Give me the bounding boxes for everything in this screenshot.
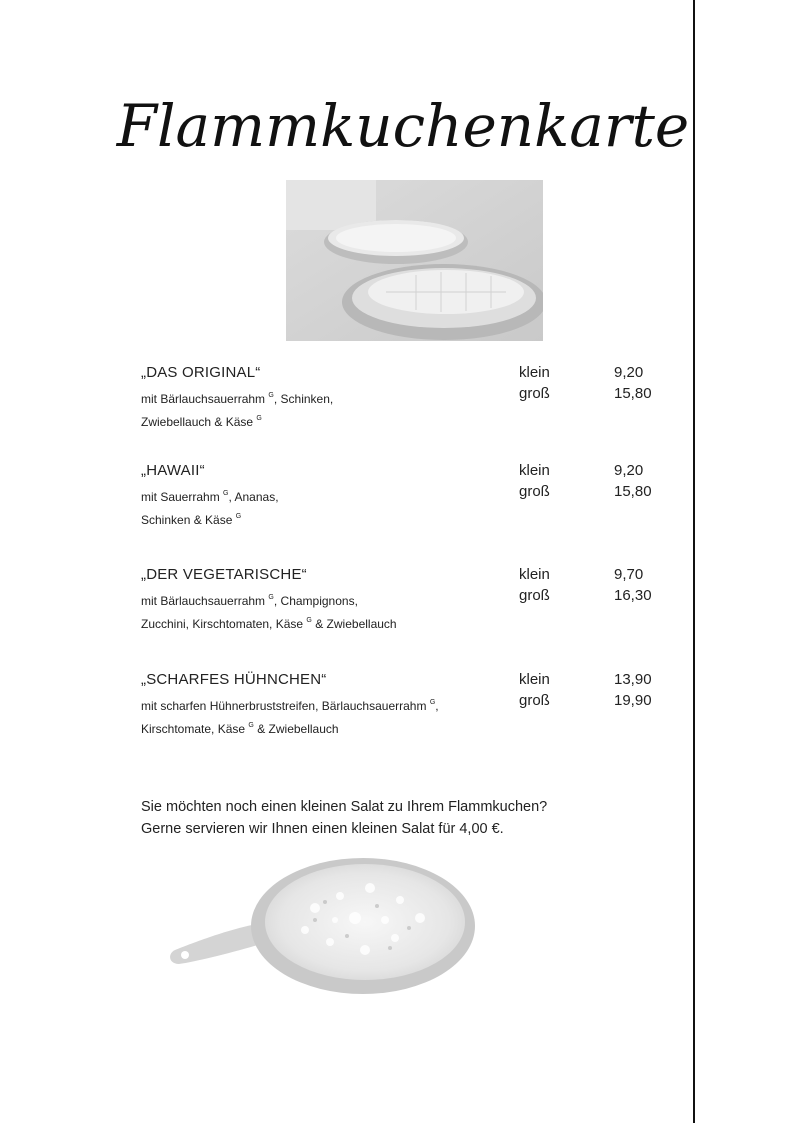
price-large: 15,80: [614, 483, 652, 500]
salad-note-line1: Sie möchten noch einen kleinen Salat zu Ihrem Flammkuchen?: [141, 799, 548, 815]
dish-description: mit Bärlauchsauerrahm $^G$, Schinken, Zwiebellauch & Käse $^G$: [141, 392, 334, 429]
dish-description: mit Sauerrahm $^G$, Ananas, Schinken & Käse $^G$: [141, 490, 279, 527]
price-small: 9,20: [614, 462, 644, 479]
dish-name: „DER VEGETARISCHE“: [141, 566, 307, 583]
salad-note-line2: Gerne servieren wir Ihnen einen kleinen Salat für 4,00 €.: [141, 821, 504, 837]
size-label-large: groß: [519, 692, 550, 709]
menu-title: Flammkuchenkarte: [116, 92, 690, 160]
size-label-large: groß: [519, 587, 550, 604]
price-small: 9,70: [614, 566, 644, 583]
price-small: 9,20: [614, 364, 644, 381]
dish-name: „HAWAII“: [141, 462, 205, 479]
price-large: 15,80: [614, 385, 652, 402]
size-label-small: klein: [519, 566, 550, 583]
size-label-small: klein: [519, 671, 550, 688]
dish-name: „DAS ORIGINAL“: [141, 364, 261, 381]
page-border-line: [693, 0, 695, 1123]
size-label-large: groß: [519, 385, 550, 402]
price-large: 16,30: [614, 587, 652, 604]
price-small: 13,90: [614, 671, 652, 688]
dish-description: mit scharfen Hühnerbruststreifen, Bärlauchsauerrahm $^G$, Kirschtomate, Käse $^G$ & Zwiebellauch: [141, 699, 439, 736]
flammkuchen-photo: [286, 180, 543, 341]
flammkuchen-board-image: [165, 858, 475, 998]
salad-note: [141, 796, 547, 840]
size-label-small: klein: [519, 462, 550, 479]
size-label-large: groß: [519, 483, 550, 500]
dish-description: mit Bärlauchsauerrahm $^G$, Champignons, Zucchini, Kirschtomaten, Käse $^G$ & Zwiebellauch: [141, 594, 397, 631]
price-large: 19,90: [614, 692, 652, 709]
size-label-small: klein: [519, 364, 550, 381]
dish-name: „SCHARFES HÜHNCHEN“: [141, 671, 327, 688]
